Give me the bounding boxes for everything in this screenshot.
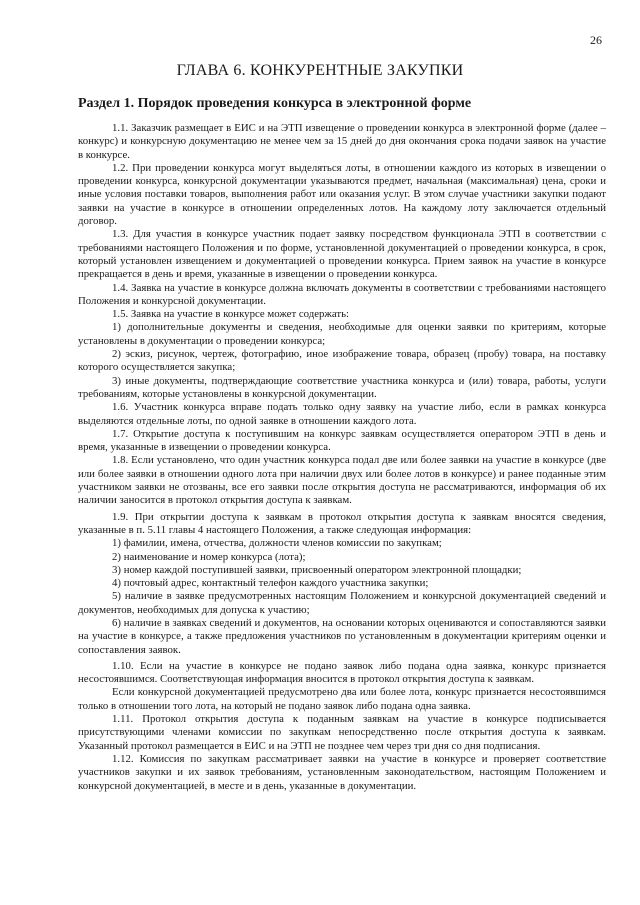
list-item-1-5-2: 2) эскиз, рисунок, чертеж, фотографию, иное изображение товара, образец (пробу) товара, на поставку которого осуществляется закупка; (78, 348, 606, 374)
section-title: Раздел 1. Порядок проведения конкурса в электронной форме (78, 96, 472, 111)
paragraph-1-8: 1.8. Если установлено, что один участник конкурса подал две или более заявки на участие в конкурсе (две или более заявки в отношении одного лота при наличии двух или более лотов в конкурсе) и ранее поданные этим участником заявки не отозваны, все его заявки после открытия доступа не рассматриваются, информация об их наличии заносится в протокол открытия доступа к заявкам. (78, 454, 606, 507)
list-item-1-9-5: 5) наличие в заявке предусмотренных настоящим Положением и конкурсной документацией сведений и документов, необходимых для допуска к участию; (78, 590, 606, 616)
paragraph-1-7: 1.7. Открытие доступа к поступившим на конкурс заявкам осуществляется оператором ЭТП в день и время, указанные в извещении о проведении конкурса. (78, 427, 606, 454)
list-item-1-9-3: 3) номер каждой поступившей заявки, присвоенный оператором электронной площадки; (112, 563, 522, 576)
paragraph-1-3: 1.3. Для участия в конкурсе участник подает заявку посредством функционала ЭТП в соответствии с требованиями настоящего Положения и по форме, установленной документацией о проведении конкурса, в срок, который установлен извещением и документацией о проведении конкурса. Прием заявок на участие в конкурсе прекращается в день и время, указанные в извещении о проведении конкурса. (78, 228, 606, 281)
paragraph-1-10: 1.10. Если на участие в конкурсе не подано заявок либо подана одна заявка, конкурс признается несостоявшимся. Соответствующая информация вносится в протокол открытия доступа к заявкам. (78, 659, 606, 686)
paragraph-1-2: 1.2. При проведении конкурса могут выделяться лоты, в отношении каждого из которых в извещении о проведении конкурса, конкурсной документации указываются предмет, начальная (максимальная) цена, сроки и иные условия поставки товаров, выполнения работ или оказания услуг. В этом случае участники закупки подают заявки на участие в конкурсе в отношении определенных лотов. На каждому лоту заключается отдельный договор. (78, 161, 606, 228)
paragraph-1-1: 1.1. Заказчик размещает в ЕИС и на ЭТП извещение о проведении конкурса в электронной форме (далее – конкурс) и конкурсную документацию не менее чем за 15 дней до дня окончания срока подачи заявок на участие в конкурсе. (78, 122, 606, 161)
list-item-1-9-1: 1) фамилии, имена, отчества, должности членов комиссии по закупкам; (112, 537, 442, 550)
paragraph-1-5: 1.5. Заявка на участие в конкурсе может содержать: (112, 308, 350, 321)
paragraph-1-6: 1.6. Участник конкурса вправе подать только одну заявку на участие либо, если в рамках конкурса выделяются отдельные лоты, по одной заявке в отношении каждого лота. (78, 401, 606, 427)
list-item-1-9-4: 4) почтовый адрес, контактный телефон каждого участника закупки; (112, 577, 429, 590)
list-item-1-5-1: 1) дополнительные документы и сведения, необходимые для оценки заявки по критериям, которые установлены в документации о проведении конкурса; (78, 321, 606, 347)
paragraph-1-12: 1.12. Комиссия по закупкам рассматривает заявки на участие в конкурсе и проверяет соответствие участников закупки и их заявок требованиям, установленным законодательством, настоящим Положением и конкурсной документацией, в месте и в день, указанные в документации. (78, 752, 606, 792)
page-number: 26 (590, 33, 602, 47)
paragraph-1-10-lots: Если конкурсной документацией предусмотрено два или более лота, конкурс признается несостоявшимся только в отношении того лота, на который не подано заявок либо подана одна заявка. (78, 686, 606, 712)
list-item-1-9-6: 6) наличие в заявках сведений и документов, на основании которых оцениваются и сопоставляются заявки на участие в конкурсе, а также предложения участников по установленным в документации критериям оценки и сопоставления заявок. (78, 616, 606, 656)
paragraph-1-9: 1.9. При открытии доступа к заявкам в протокол открытия доступа к заявкам вносятся сведения, указанные в п. 5.11 главы 4 настоящего Положения, а также следующая информация: (78, 510, 606, 536)
list-item-1-5-3: 3) иные документы, подтверждающие соответствие участника конкурса и (или) товара, работы, услуги требованиям, которые установлены в конкурсной документации. (78, 374, 606, 400)
paragraph-1-11: 1.11. Протокол открытия доступа к поданным заявкам на участие в конкурсе подписывается присутствующими членами комиссии по закупкам непосредственно после открытия доступа к заявкам. Указанный протокол размещается в ЕИС и на ЭТП не позднее чем через три дня со дня подписания. (78, 713, 606, 752)
list-item-1-9-2: 2) наименование и номер конкурса (лота); (112, 550, 306, 563)
document-body (78, 122, 606, 793)
chapter-title: ГЛАВА 6. КОНКУРЕНТНЫЕ ЗАКУПКИ (176, 62, 464, 79)
paragraph-1-4: 1.4. Заявка на участие в конкурсе должна включать документы в соответствии с требованиями настоящего Положения и конкурсной документации. (78, 281, 606, 307)
